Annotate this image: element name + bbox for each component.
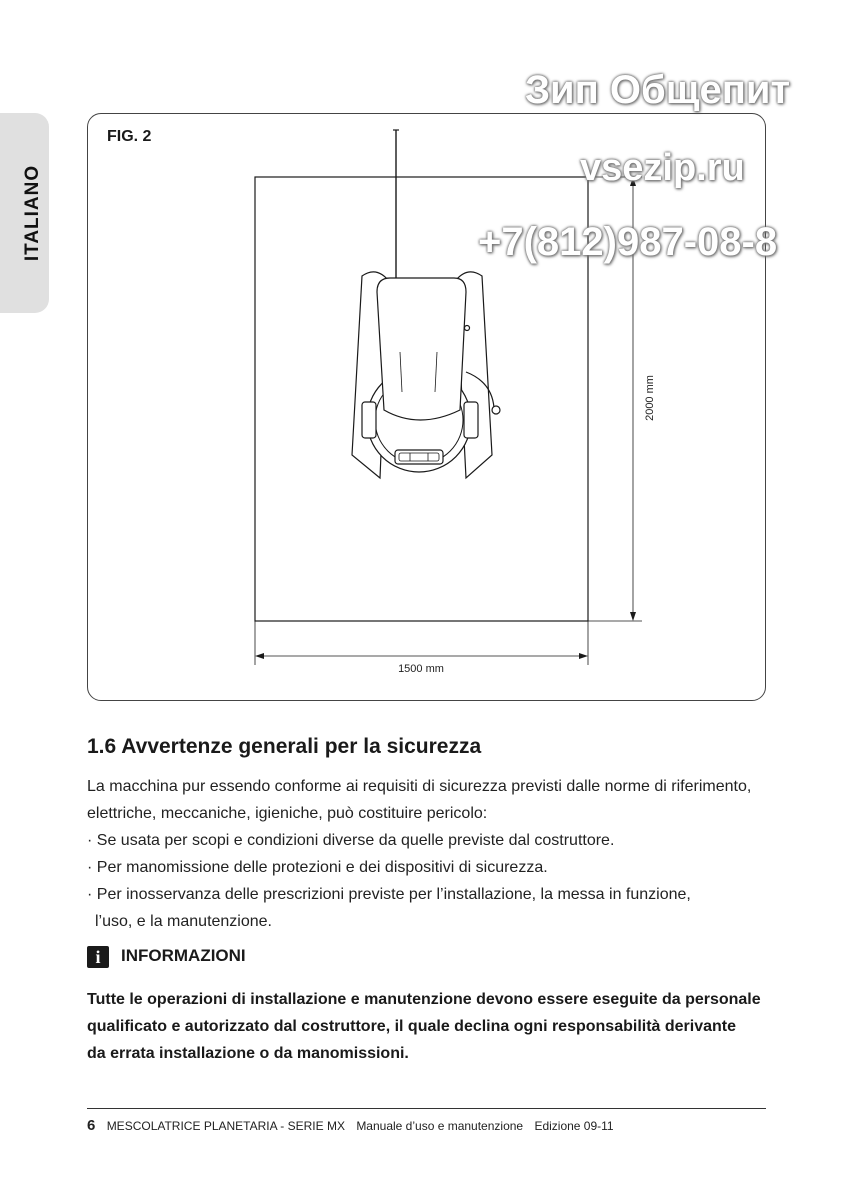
arrow-head-bottom [630,612,636,621]
info-line: da errata installazione o da manomissioni. [87,1045,409,1062]
page-footer [87,1117,614,1134]
footer-product: MESCOLATRICE PLANETARIA - SERIE MX [106,1119,345,1133]
arrow-head-right [579,653,588,659]
bullet-item-continuation: l’uso, e la manutenzione. [95,913,272,930]
figure-label: FIG. 2 [107,128,152,145]
info-line: qualificato e autorizzato dal costruttore, il quale declina ogni responsabilità derivante [87,1018,737,1035]
safety-paragraph [87,773,777,935]
section-title: 1.6 Avvertenze generali per la sicurezza [87,735,482,758]
watermark-line-1: Зип Общепит [525,68,791,112]
bullet-item: · Per manomissione delle protezioni e dei dispositivi di sicurezza. [87,859,548,876]
info-title: INFORMAZIONI [121,946,246,965]
page-number: 6 [87,1117,96,1134]
watermark-line-3: +7(812)987-08-8 [478,220,778,264]
intro-line: La macchina pur essendo conforme ai requisiti di sicurezza previsti dalle norme di riferimento, [87,778,752,795]
language-label: ITALIANO [22,164,43,262]
intro-line: elettriche, meccaniche, igieniche, può costituire pericolo: [87,805,488,822]
footer-edition: Edizione 09-11 [534,1119,614,1133]
info-icon: i [87,946,109,968]
footer-divider [87,1108,766,1109]
bullet-item: · Per inosservanza delle prescrizioni previste per l’installazione, la messa in funzione, [87,886,691,903]
arrow-head-left [255,653,264,659]
info-line: Tutte le operazioni di installazione e manutenzione devono essere eseguite da personale [87,991,761,1008]
watermark-line-2: vsezip.ru [580,147,745,189]
info-notice [87,986,787,1067]
dimension-label-vertical: 2000 mm [644,375,656,421]
bullet-item: · Se usata per scopi e condizioni diverse da quelle previste dal costruttore. [87,832,615,849]
dimension-label-horizontal: 1500 mm [398,663,444,675]
footer-manual: Manuale d’uso e manutenzione [356,1119,524,1133]
